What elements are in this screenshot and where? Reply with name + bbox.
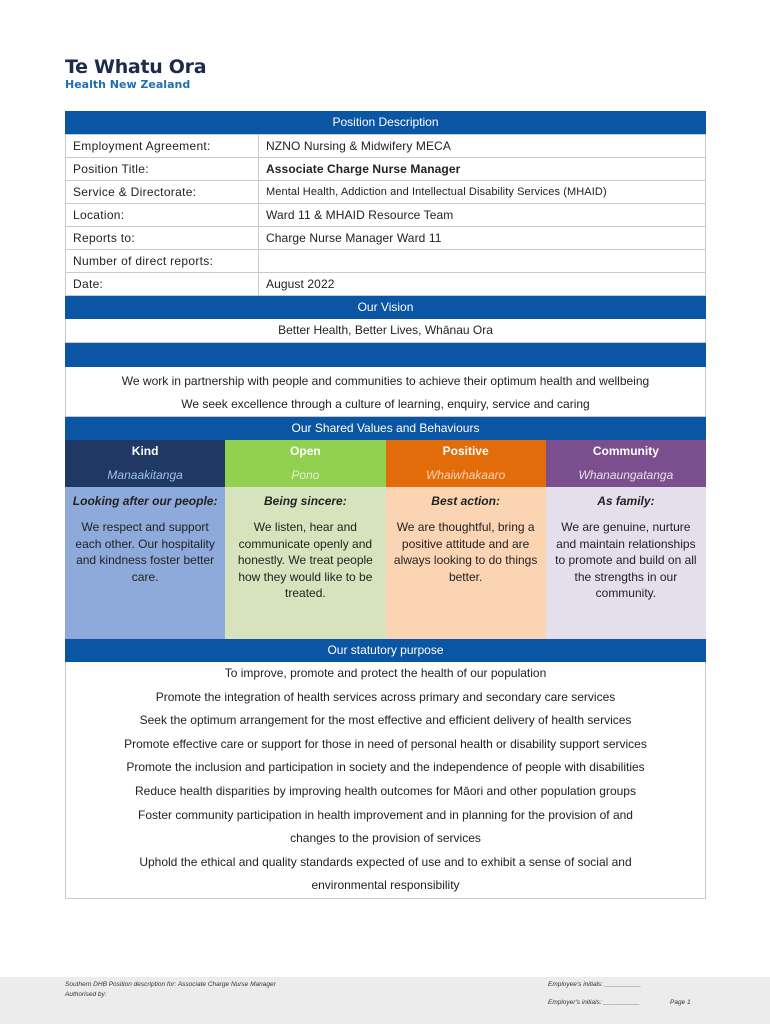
value-subtitle: Being sincere: bbox=[225, 487, 385, 515]
value-column-community bbox=[546, 440, 706, 639]
value-column-kind bbox=[65, 440, 225, 639]
value-title: Open bbox=[225, 440, 385, 463]
details-row bbox=[66, 204, 706, 227]
location-value: Ward 11 & MHAID Resource Team bbox=[259, 204, 706, 227]
value-subtitle: Best action: bbox=[386, 487, 546, 515]
value-subtitle: Looking after our people: bbox=[65, 487, 225, 515]
values-grid bbox=[65, 440, 706, 639]
value-title: Kind bbox=[65, 440, 225, 463]
value-maori: Whaiwhakaaro bbox=[386, 463, 546, 487]
service-label: Service & Directorate: bbox=[66, 181, 259, 204]
location-label: Location: bbox=[66, 204, 259, 227]
purpose-line: Seek the optimum arrangement for the most effective and efficient delivery of health services bbox=[139, 713, 632, 728]
purpose-line: Uphold the ethical and quality standards expected of use and to exhibit a sense of social and bbox=[139, 854, 632, 869]
value-body: We respect and support each other. Our hospitality and kindness foster better care. bbox=[65, 515, 225, 639]
footer-employer-initials: Employer's initials: __________ bbox=[548, 999, 640, 1006]
footer-authorised: Authorised by: bbox=[65, 991, 107, 998]
position-title-value: Associate Charge Nurse Manager bbox=[259, 158, 706, 181]
page-footer bbox=[0, 977, 770, 1024]
mission-box bbox=[65, 367, 706, 417]
value-body: We are thoughtful, bring a positive attitude and are always looking to do things better. bbox=[386, 515, 546, 639]
reports-to-value: Charge Nurse Manager Ward 11 bbox=[259, 227, 706, 250]
value-column-positive bbox=[386, 440, 546, 639]
details-row bbox=[66, 158, 706, 181]
values-heading: Our Shared Values and Behaviours bbox=[65, 417, 706, 440]
statutory-purpose-heading: Our statutory purpose bbox=[65, 639, 706, 662]
value-maori: Whanaungatanga bbox=[546, 463, 706, 487]
value-subtitle: As family: bbox=[546, 487, 706, 515]
value-column-open bbox=[225, 440, 385, 639]
value-body: We are genuine, nurture and maintain relationships to promote and build on all the strengths in our community. bbox=[546, 515, 706, 639]
direct-reports-label: Number of direct reports: bbox=[66, 250, 259, 273]
purpose-line: Promote the inclusion and participation in society and the independence of people with disabilities bbox=[126, 760, 645, 775]
value-maori: Manaakitanga bbox=[65, 463, 225, 487]
position-document bbox=[65, 111, 706, 899]
details-row bbox=[66, 250, 706, 273]
purpose-line: Promote the integration of health services across primary and secondary care services bbox=[155, 689, 616, 704]
purpose-line: To improve, promote and protect the health of our population bbox=[224, 666, 547, 680]
footer-page-number: Page 1 bbox=[670, 999, 691, 1006]
details-table bbox=[65, 134, 706, 296]
details-row bbox=[66, 135, 706, 158]
mission-line: We work in partnership with people and communities to achieve their optimum health and wellbeing bbox=[121, 374, 650, 388]
mission-line: We seek excellence through a culture of learning, enquiry, service and caring bbox=[181, 397, 590, 411]
position-description-heading: Position Description bbox=[65, 111, 706, 134]
details-row bbox=[66, 181, 706, 204]
purpose-line: Foster community participation in health improvement and in planning for the provision of and bbox=[138, 807, 633, 822]
details-row bbox=[66, 227, 706, 250]
logo-subtitle: Health New Zealand bbox=[65, 78, 191, 91]
purpose-line: environmental responsibility bbox=[311, 878, 460, 893]
value-title: Positive bbox=[386, 440, 546, 463]
direct-reports-value bbox=[259, 250, 706, 273]
logo-title: Te Whatu Ora bbox=[65, 56, 207, 78]
purpose-line: changes to the provision of services bbox=[290, 831, 481, 846]
footer-employee-initials: Employee's initials: __________ bbox=[548, 981, 642, 988]
vision-text: Better Health, Better Lives, Whānau Ora bbox=[65, 319, 706, 343]
logo bbox=[65, 56, 206, 92]
employment-agreement-label: Employment Agreement: bbox=[66, 135, 259, 158]
mission-heading bbox=[65, 343, 706, 367]
purpose-line: Promote effective care or support for those in need of personal health or disability support services bbox=[124, 736, 647, 751]
date-label: Date: bbox=[66, 273, 259, 296]
value-body: We listen, hear and communicate openly and honestly. We treat people how they would like to be treated. bbox=[225, 515, 385, 639]
reports-to-label: Reports to: bbox=[66, 227, 259, 250]
employment-agreement-value: NZNO Nursing & Midwifery MECA bbox=[259, 135, 706, 158]
vision-heading: Our Vision bbox=[65, 296, 706, 319]
details-row bbox=[66, 273, 706, 296]
value-title: Community bbox=[546, 440, 706, 463]
footer-doc-line: Southern DHB Position description for: Associate Charge Nurse Manager bbox=[65, 981, 276, 988]
statutory-purpose-box bbox=[65, 662, 706, 899]
service-value: Mental Health, Addiction and Intellectual Disability Services (MHAID) bbox=[259, 181, 706, 204]
purpose-line: Reduce health disparities by improving health outcomes for Māori and other population groups bbox=[135, 783, 636, 798]
date-value: August 2022 bbox=[259, 273, 706, 296]
value-maori: Pono bbox=[225, 463, 385, 487]
position-title-label: Position Title: bbox=[66, 158, 259, 181]
